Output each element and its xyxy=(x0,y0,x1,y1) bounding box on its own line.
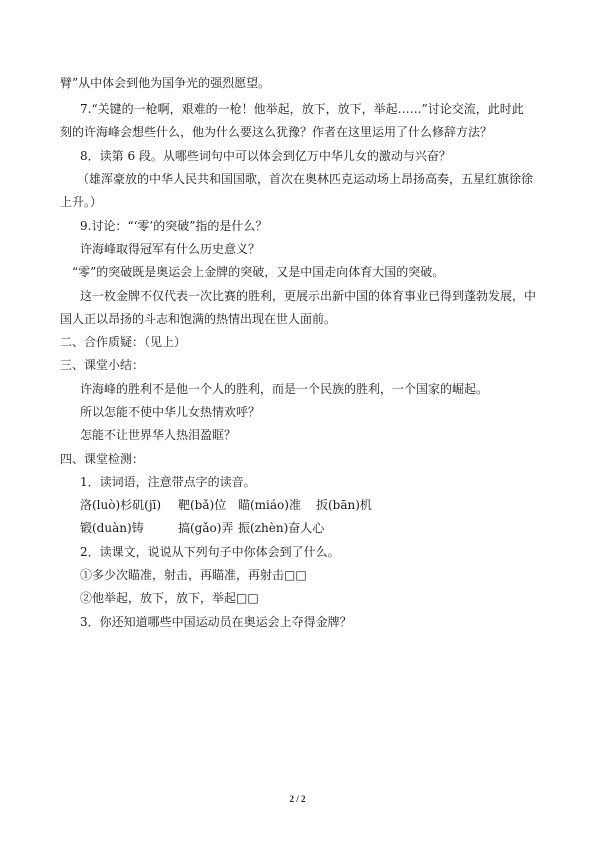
vocab-item: 锻(duàn)铸 xyxy=(80,521,144,535)
question-7-line-1: 7.“关键的一枪啊，艰难的一枪！他举起，放下，放下，举起……”讨论交流，此时此 xyxy=(80,102,524,116)
question-9-sub: 许海峰取得冠军有什么历史意义？ xyxy=(80,242,261,256)
vocab-item: 靶(bǎ)位 xyxy=(178,498,227,512)
summary-line-3: 怎能不让世界华人热泪盈眶？ xyxy=(80,428,237,442)
exercise-2: 2．读课文，说说从下列句子中你体会到了什么。 xyxy=(80,545,340,559)
vocab-item: 搞(gǎo)弄 xyxy=(178,521,234,535)
section-heading-2: 二、合作质疑：（见上） xyxy=(60,335,187,349)
answer-9-line-2: 这一枚金牌不仅代表一次比赛的胜利，更展示出新中国的体育事业已得到蓬勃发展，中 xyxy=(80,289,537,303)
vocab-item: 洛(luò)杉矶(jī) xyxy=(80,498,162,512)
section-heading-4: 四、课堂检测： xyxy=(60,452,145,466)
answer-9-line-3: 国人正以昂扬的斗志和饱满的热情出现在世人面前。 xyxy=(60,312,337,326)
vocab-item: 扳(bān)机 xyxy=(316,498,372,512)
exercise-3: 3．你还知道哪些中国运动员在奥运会上夺得金牌？ xyxy=(80,615,352,629)
vocab-item: 瞄(miáo)准 xyxy=(238,498,301,512)
text-line: 臂”从中体会到他为国争光的强烈愿望。 xyxy=(60,76,271,90)
summary-line-2: 所以怎能不使中华儿女热情欢呼？ xyxy=(80,405,261,419)
exercise-1: 1．读词语，注意带点字的读音。 xyxy=(80,475,256,489)
section-heading-3: 三、课堂小结： xyxy=(60,358,145,372)
summary-line-1: 许海峰的胜利不是他一个人的胜利，而是一个民族的胜利，一个国家的崛起。 xyxy=(80,382,489,396)
answer-8-line-1: （雄浑豪放的中华人民共和国国歌，首次在奥林匹克运动场上昂扬高奏，五星红旗徐徐 xyxy=(77,172,534,186)
vocab-item: 振(zhèn)奋人心 xyxy=(238,521,325,535)
question-7-line-2: 刻的许海峰会想些什么，他为什么要这么犹豫？作者在这里运用了什么修辞方法？ xyxy=(60,125,493,139)
exercise-2-item-2: ②他举起，放下，放下，举起□□ xyxy=(80,591,259,605)
exercise-2-item-1: ①多少次瞄准，射击，再瞄准，再射击□□ xyxy=(80,568,307,582)
question-9: 9.讨论：“‘零’的突破”指的是什么？ xyxy=(80,219,268,233)
answer-8-line-2: 上升。） xyxy=(60,195,103,209)
page-number: 2 / 2 xyxy=(289,794,306,804)
question-8: 8．读第 6 段。从哪些词句中可以体会到亿万中华儿女的激动与兴奋？ xyxy=(80,149,451,163)
answer-9-line-1: “零”的突破既是奥运会上金牌的突破，又是中国走向体育大国的突破。 xyxy=(72,265,445,279)
